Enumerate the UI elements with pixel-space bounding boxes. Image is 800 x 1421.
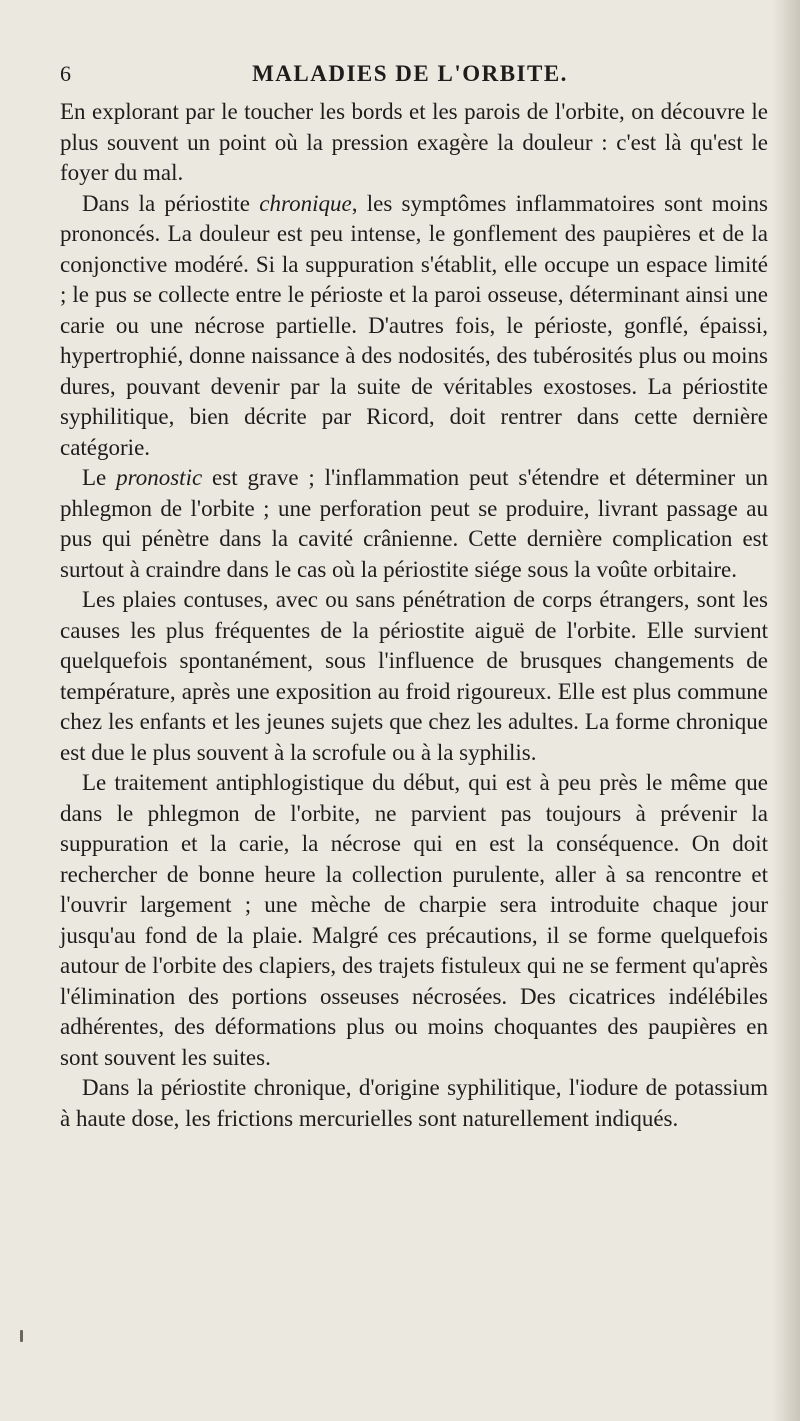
body-text: [60, 97, 768, 1134]
paragraph-text: est grave ; l'inflammation peut s'étendre et déterminer un phlegmon de l'orbite ; une perforation peut se produire, livrant passage au pus qui pénètre dans la cavité crânienne. Cette dernière complication est surtout à craindre dans le cas où la périostite siége sous la voûte orbitaire.: [60, 465, 768, 582]
paragraph-text: Dans la périostite: [82, 190, 260, 216]
page-edge-shadow: [772, 0, 800, 1421]
print-speck: [20, 1330, 23, 1342]
italic-term: pronostic: [116, 465, 203, 490]
page-number: 6: [60, 61, 71, 86]
paragraph: [60, 1073, 768, 1134]
paragraph: [60, 585, 768, 768]
paragraph-text: En explorant par le toucher les bords et les parois de l'orbite, on découvre le plus souvent un point où la pression exagère la douleur : c'est là qu'est le foyer du mal.: [60, 99, 768, 185]
paragraph-text: Le: [82, 465, 117, 490]
running-title: MALADIES DE L'ORBITE.: [252, 61, 568, 86]
paragraph-text: Dans la périostite chronique, d'origine syphilitique, l'iodure de potassium à haute dose, les frictions mercurielles sont naturellement indiqués.: [60, 1075, 768, 1131]
paragraph: [60, 768, 768, 1073]
italic-term: chronique: [259, 190, 352, 216]
paragraph: [60, 463, 768, 585]
paragraph: [60, 189, 768, 464]
paragraph-text: Le traitement antiphlogistique du début, qui est à peu près le même que dans le phlegmon de l'orbite, ne parvient pas toujours à prévenir la suppuration et la carie, la nécrose qui en est la conséquence. On doit rechercher de bonne heure la collection purulente, aller à sa rencontre et l'ouvrir largement ; une mèche de charpie sera introduite chaque jour jusqu'au fond de la plaie. Malgré ces précautions, il se forme quelquefois autour de l'orbite des clapiers, des trajets fistuleux qui ne se ferment qu'après l'élimination des portions osseuses nécrosées. Des cicatrices indélébiles adhérentes, des déformations plus ou moins choquantes des paupières en sont souvent les suites.: [60, 770, 768, 1070]
page-header: [60, 59, 760, 89]
paragraph-text: Les plaies contuses, avec ou sans pénétration de corps étrangers, sont les causes les plus fréquentes de la périostite aiguë de l'orbite. Elle survient quelquefois spontanément, sous l'influence de brusques changements de température, après une exposition au froid rigoureux. Elle est plus commune chez les enfants et les jeunes sujets que chez les adultes. La forme chronique est due le plus souvent à la scrofule ou à la syphilis.: [60, 587, 768, 765]
paragraph: [60, 97, 768, 189]
paragraph-text: , les symptômes inflammatoires sont moins prononcés. La douleur est peu intense, le gonflement des paupières et de la conjonctive modéré. Si la suppuration s'établit, elle occupe un espace limité ; le pus se collecte entre le périoste et la paroi osseuse, déterminant ainsi une carie ou une nécrose partielle. D'autres fois, le périoste, gonflé, épaissi, hypertrophié, donne naissance à des nodosités, des tubérosités plus ou moins dures, pouvant devenir par la suite de véritables exostoses. La périostite syphilitique, bien décrite par Ricord, doit rentrer dans cette dernière catégorie.: [60, 190, 768, 460]
